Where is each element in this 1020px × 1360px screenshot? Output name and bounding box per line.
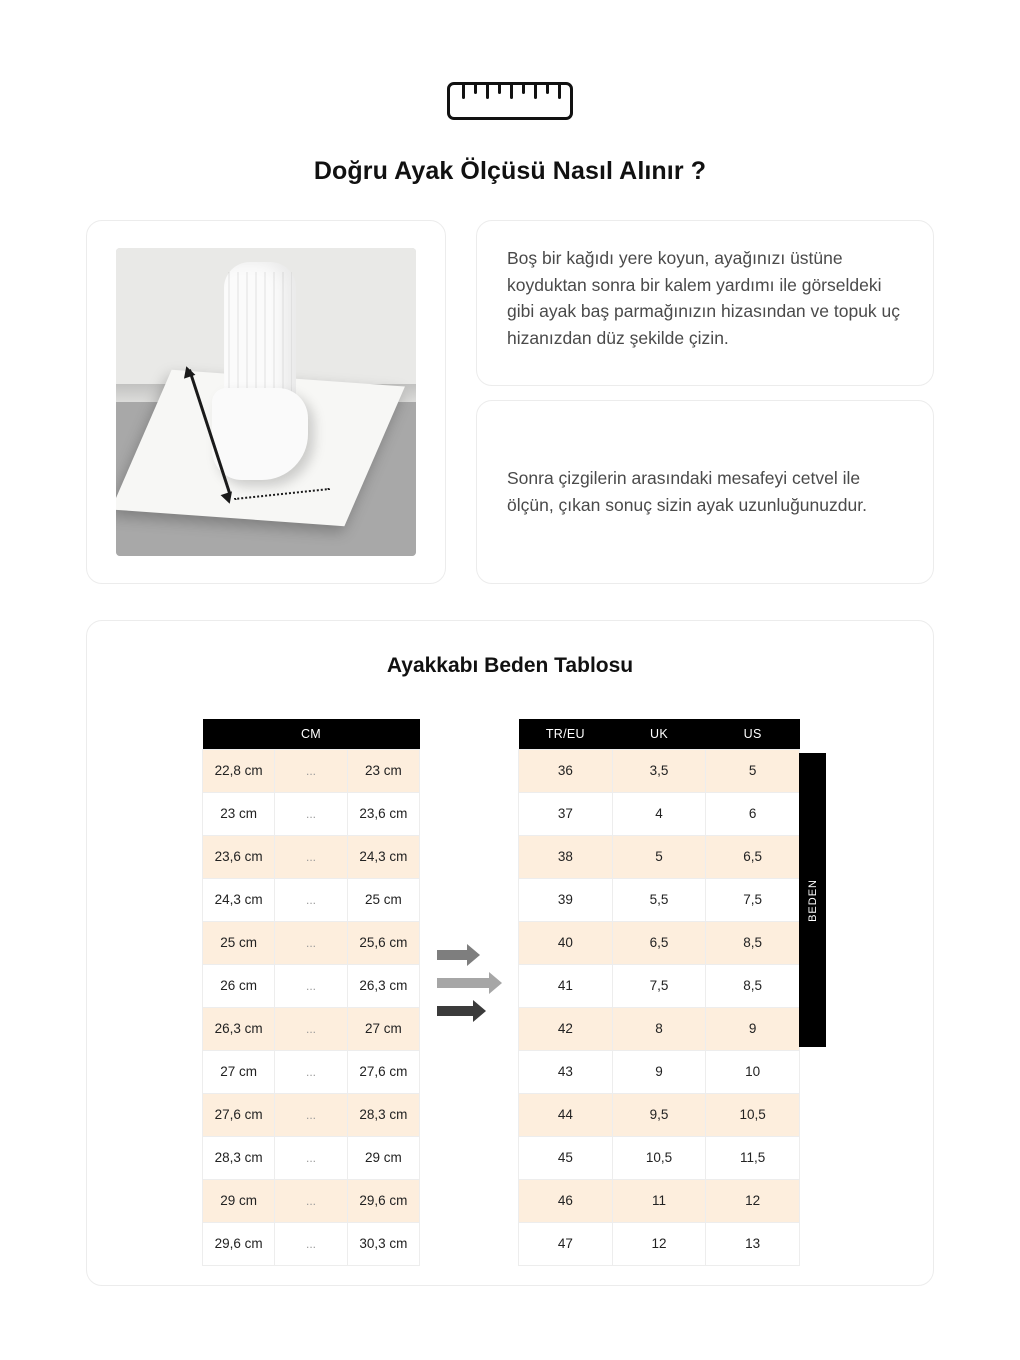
- size-us: 10,5: [706, 1093, 800, 1136]
- cm-min: 24,3 cm: [203, 878, 275, 921]
- table-row: [203, 1007, 420, 1050]
- table-row: [203, 835, 420, 878]
- table-row: [519, 749, 800, 792]
- size-tr-eu: 43: [519, 1050, 613, 1093]
- size-tr-eu: 40: [519, 921, 613, 964]
- cm-separator: ...: [275, 878, 347, 921]
- table-row: [519, 1179, 800, 1222]
- table-row: [203, 749, 420, 792]
- size-us: 8,5: [706, 964, 800, 1007]
- size-uk: 11: [612, 1179, 706, 1222]
- size-us: 12: [706, 1179, 800, 1222]
- cm-table: [202, 719, 420, 1266]
- table-row: [519, 835, 800, 878]
- photo-foot: [212, 388, 308, 480]
- size-table-header-us: US: [706, 719, 800, 749]
- instruction-step-1-card: [476, 220, 934, 386]
- size-tr-eu: 45: [519, 1136, 613, 1179]
- size-table: [518, 719, 800, 1266]
- size-uk: 9,5: [612, 1093, 706, 1136]
- size-uk: 9: [612, 1050, 706, 1093]
- cm-separator: ...: [275, 1050, 347, 1093]
- size-table-header-uk: UK: [612, 719, 706, 749]
- size-us: 13: [706, 1222, 800, 1265]
- page-title: Doğru Ayak Ölçüsü Nasıl Alınır ?: [313, 157, 707, 185]
- size-us: 11,5: [706, 1136, 800, 1179]
- instruction-photo-card: [86, 220, 446, 584]
- cm-min: 29,6 cm: [203, 1222, 275, 1265]
- cm-min: 23 cm: [203, 792, 275, 835]
- cm-min: 28,3 cm: [203, 1136, 275, 1179]
- cm-min: 27 cm: [203, 1050, 275, 1093]
- cm-min: 26,3 cm: [203, 1007, 275, 1050]
- cm-max: 29,6 cm: [347, 1179, 419, 1222]
- table-row: [519, 921, 800, 964]
- size-uk: 7,5: [612, 964, 706, 1007]
- table-row: [519, 792, 800, 835]
- size-uk: 5,5: [612, 878, 706, 921]
- cm-separator: ...: [275, 1093, 347, 1136]
- beden-vertical-label-text: BEDEN: [806, 878, 819, 922]
- table-row: [519, 878, 800, 921]
- size-us: 6,5: [706, 835, 800, 878]
- cm-min: 25 cm: [203, 921, 275, 964]
- cm-max: 30,3 cm: [347, 1222, 419, 1265]
- table-row: [519, 964, 800, 1007]
- size-uk: 6,5: [612, 921, 706, 964]
- table-row: [203, 1050, 420, 1093]
- cm-separator: ...: [275, 1179, 347, 1222]
- cm-separator: ...: [275, 749, 347, 792]
- cm-separator: ...: [275, 921, 347, 964]
- cm-min: 22,8 cm: [203, 749, 275, 792]
- cm-separator: ...: [275, 1007, 347, 1050]
- size-us: 8,5: [706, 921, 800, 964]
- table-row: [519, 1093, 800, 1136]
- table-row: [519, 1136, 800, 1179]
- cm-max: 29 cm: [347, 1136, 419, 1179]
- cm-max: 27 cm: [347, 1007, 419, 1050]
- cm-min: 26 cm: [203, 964, 275, 1007]
- size-tr-eu: 44: [519, 1093, 613, 1136]
- cm-max: 23 cm: [347, 749, 419, 792]
- table-row: [203, 1222, 420, 1265]
- size-uk: 10,5: [612, 1136, 706, 1179]
- cm-separator: ...: [275, 792, 347, 835]
- size-uk: 4: [612, 792, 706, 835]
- cm-max: 26,3 cm: [347, 964, 419, 1007]
- size-uk: 8: [612, 1007, 706, 1050]
- cm-min: 29 cm: [203, 1179, 275, 1222]
- table-row: [203, 1179, 420, 1222]
- cm-separator: ...: [275, 1222, 347, 1265]
- cm-max: 28,3 cm: [347, 1093, 419, 1136]
- instruction-step-1-text: Boş bir kağıdı yere koyun, ayağınızı üstüne koyduktan sonra bir kalem yardımı ile görseldeki gibi ayak baş parmağınızın hizasından ve topuk uç hizanızdan düz şekilde çizin.: [507, 248, 901, 348]
- instruction-step-2-card: [476, 400, 934, 584]
- size-uk: 5: [612, 835, 706, 878]
- cm-table-header: CM: [203, 719, 420, 749]
- size-tr-eu: 47: [519, 1222, 613, 1265]
- size-table-header-tr-eu: TR/EU: [519, 719, 613, 749]
- size-table-title: Ayakkabı Beden Tablosu: [386, 654, 634, 677]
- ruler-icon: [447, 82, 573, 120]
- size-us: 6: [706, 792, 800, 835]
- cm-max: 27,6 cm: [347, 1050, 419, 1093]
- cm-separator: ...: [275, 964, 347, 1007]
- size-us: 9: [706, 1007, 800, 1050]
- table-row: [519, 1050, 800, 1093]
- instruction-step-2-text: Sonra çizgilerin arasındaki mesafeyi cetvel ile ölçün, çıkan sonuç sizin ayak uzunluğunuzdur.: [507, 468, 867, 515]
- cm-max: 25,6 cm: [347, 921, 419, 964]
- size-tr-eu: 39: [519, 878, 613, 921]
- conversion-arrows: [437, 948, 507, 1024]
- table-row: [203, 1093, 420, 1136]
- size-uk: 12: [612, 1222, 706, 1265]
- cm-max: 25 cm: [347, 878, 419, 921]
- table-row: [203, 1136, 420, 1179]
- ruler-icon-wrap: [0, 82, 1020, 120]
- table-row: [203, 792, 420, 835]
- cm-max: 24,3 cm: [347, 835, 419, 878]
- size-tr-eu: 37: [519, 792, 613, 835]
- table-row: [519, 1007, 800, 1050]
- arrow-right-icon: [437, 1006, 486, 1016]
- arrow-right-icon: [437, 978, 502, 988]
- arrow-right-icon: [437, 950, 480, 960]
- foot-measure-photo: [116, 248, 416, 556]
- size-uk: 3,5: [612, 749, 706, 792]
- cm-min: 27,6 cm: [203, 1093, 275, 1136]
- cm-separator: ...: [275, 835, 347, 878]
- size-table-header-row: [519, 719, 800, 749]
- beden-vertical-label: [799, 753, 826, 1047]
- cm-min: 23,6 cm: [203, 835, 275, 878]
- size-us: 10: [706, 1050, 800, 1093]
- cm-separator: ...: [275, 1136, 347, 1179]
- cm-max: 23,6 cm: [347, 792, 419, 835]
- cm-table-header-row: [203, 719, 420, 749]
- size-tr-eu: 36: [519, 749, 613, 792]
- size-tr-eu: 41: [519, 964, 613, 1007]
- table-row: [519, 1222, 800, 1265]
- size-tr-eu: 46: [519, 1179, 613, 1222]
- size-us: 7,5: [706, 878, 800, 921]
- table-row: [203, 964, 420, 1007]
- table-row: [203, 921, 420, 964]
- table-row: [203, 878, 420, 921]
- size-tr-eu: 42: [519, 1007, 613, 1050]
- size-tr-eu: 38: [519, 835, 613, 878]
- size-us: 5: [706, 749, 800, 792]
